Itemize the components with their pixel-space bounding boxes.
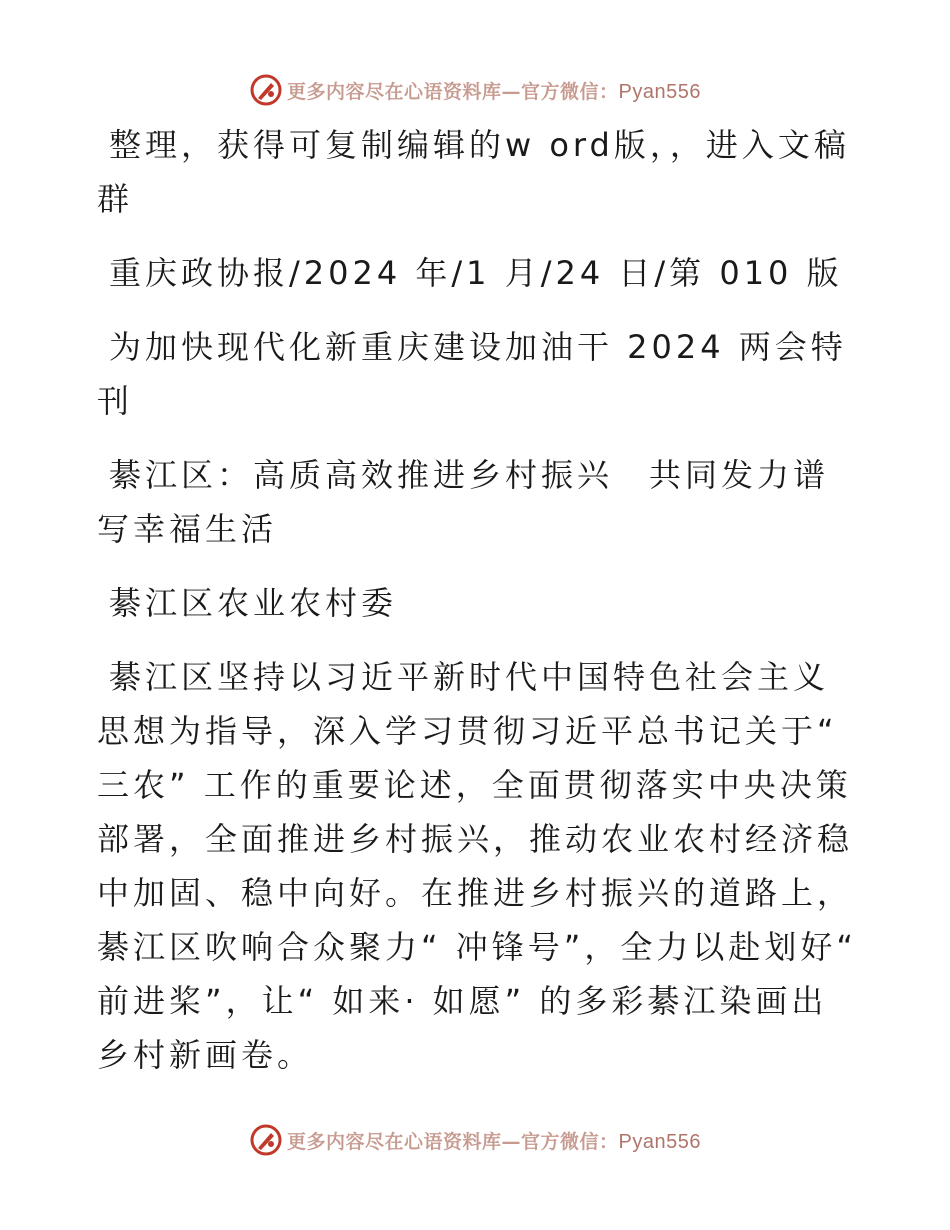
- footer-watermark: [0, 1120, 950, 1160]
- header-watermark: [0, 70, 950, 110]
- pen-nib-logo-icon: [249, 1123, 283, 1157]
- paragraph-source: 重庆政协报/2024 年/1 月/24 日/第 010 版: [109, 254, 843, 292]
- article-body-paragraph: 綦江区坚持以习近平新时代中国特色社会主义思想为指导，深入学习贯彻习近平总书记关于“ 三农” 工作的重要论述，全面贯彻落实中央决策部署，全面推进乡村振兴，推动农业农村经济稳中加固、稳中向好。在推进乡村振兴的道路上，綦江区吹响合众聚力“ 冲锋号”，全力以赴划好“ 前进桨”，让“ 如来· 如愿” 的多彩綦江染画出乡村新画卷。: [97, 658, 857, 1074]
- pen-nib-logo-icon: [249, 73, 283, 107]
- watermark-wechat-id: Pyan556: [618, 80, 701, 103]
- article-title: 綦江区：高质高效推进乡村振兴 共同发力谱写幸福生活: [97, 456, 830, 548]
- watermark-wechat-id: Pyan556: [618, 1130, 701, 1153]
- paragraph-special-issue: 为加快现代化新重庆建设加油干 2024 两会特刊: [97, 328, 847, 420]
- paragraph-note: 整理，获得可复制编辑的w ord版，，进入文稿群: [97, 126, 850, 218]
- watermark-text: 更多内容尽在心语资料库—官方微信：Pyan556: [287, 80, 701, 103]
- document-body: [97, 118, 857, 1102]
- article-author: 綦江区农业农村委: [109, 584, 398, 622]
- watermark-text: 更多内容尽在心语资料库—官方微信：Pyan556: [287, 1130, 701, 1153]
